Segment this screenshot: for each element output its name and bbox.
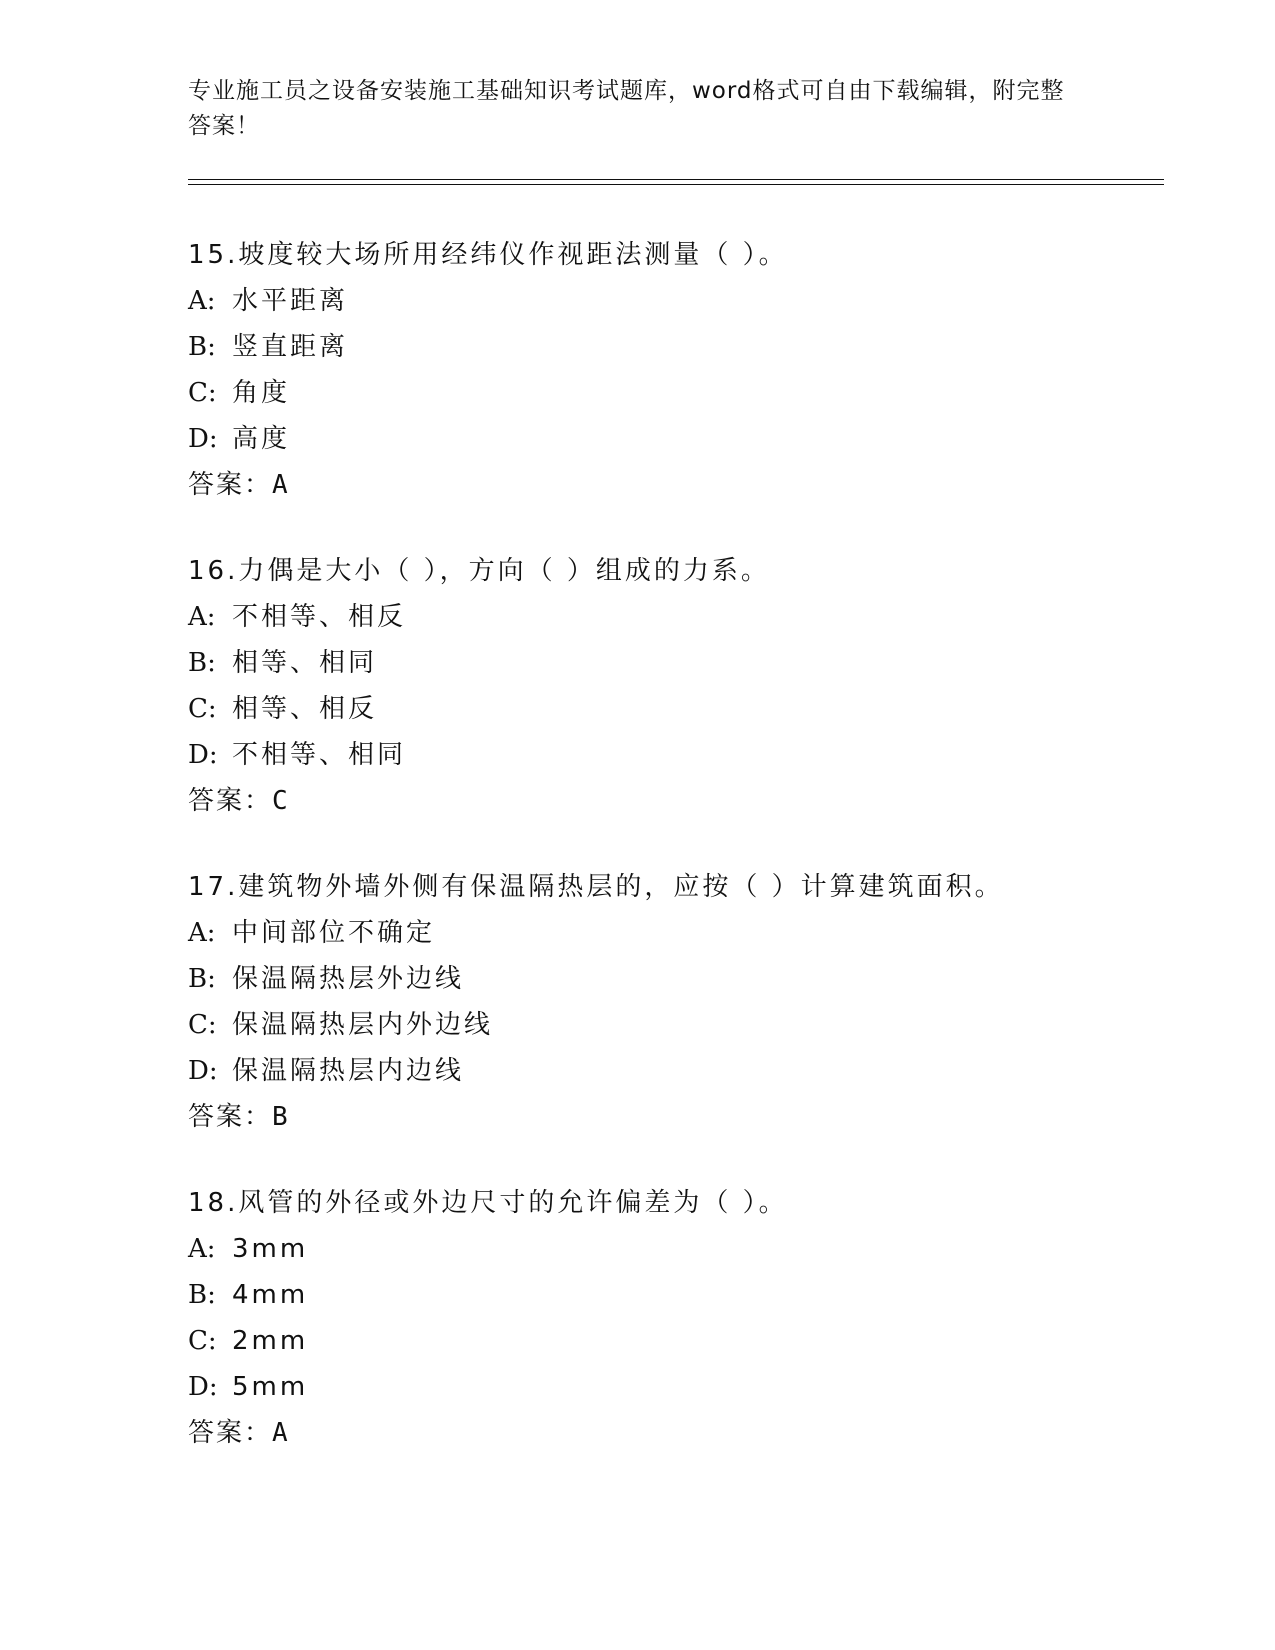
question-15 [188, 232, 1168, 508]
option-letter: A: [188, 918, 216, 948]
answer-line [188, 778, 1168, 824]
answer-value: A [272, 1418, 288, 1448]
question-stem: 17.建筑物外墙外侧有保温隔热层的，应按（ ）计算建筑面积。 [188, 872, 1004, 902]
option-d [188, 732, 1168, 778]
option-letter: A: [188, 286, 216, 316]
option-text: 水平距离 [232, 286, 349, 316]
option-letter: B: [188, 964, 216, 994]
option-c [188, 1002, 1168, 1048]
question-18 [188, 1180, 1168, 1456]
option-letter: B: [188, 648, 216, 678]
option-letter: A: [188, 1234, 216, 1264]
option-text: 中间部位不确定 [232, 918, 436, 948]
answer-label: 答案： [188, 1102, 273, 1132]
option-d [188, 1048, 1168, 1094]
option-c [188, 1318, 1168, 1364]
option-text: 2mm [232, 1326, 309, 1356]
answer-line [188, 1410, 1168, 1456]
option-text: 不相等、相反 [232, 602, 407, 632]
option-letter: A: [188, 602, 216, 632]
option-text: 3mm [232, 1234, 309, 1264]
header-divider-top [188, 179, 1164, 180]
option-text: 竖直距离 [232, 332, 349, 362]
answer-label: 答案： [188, 1418, 273, 1448]
option-letter: D: [188, 1372, 218, 1402]
option-d [188, 1364, 1168, 1410]
option-text: 相等、相同 [232, 648, 378, 678]
option-letter: C: [188, 1326, 217, 1356]
question-16 [188, 548, 1168, 824]
question-stem: 18.风管的外径或外边尺寸的允许偏差为（ ）。 [188, 1188, 788, 1218]
answer-value: B [272, 1102, 288, 1132]
option-a [188, 1226, 1168, 1272]
answer-label: 答案： [188, 786, 273, 816]
option-a [188, 278, 1168, 324]
header-divider-bottom [188, 184, 1164, 185]
option-text: 角度 [232, 378, 291, 408]
option-text: 相等、相反 [232, 694, 378, 724]
option-c [188, 686, 1168, 732]
option-letter: B: [188, 332, 216, 362]
option-a [188, 910, 1168, 956]
question-stem: 15.坡度较大场所用经纬仪作视距法测量（ ）。 [188, 240, 788, 270]
option-c [188, 370, 1168, 416]
answer-line [188, 1094, 1168, 1140]
answer-label: 答案： [188, 470, 273, 500]
question-17 [188, 864, 1168, 1140]
option-a [188, 594, 1168, 640]
option-text: 保温隔热层外边线 [232, 964, 465, 994]
option-letter: C: [188, 1010, 217, 1040]
option-b [188, 956, 1168, 1002]
option-letter: C: [188, 378, 217, 408]
answer-value: A [272, 470, 288, 500]
option-letter: D: [188, 740, 218, 770]
option-text: 4mm [232, 1280, 309, 1310]
option-d [188, 416, 1168, 462]
option-text: 高度 [232, 424, 291, 454]
option-text: 5mm [232, 1372, 309, 1402]
option-letter: D: [188, 424, 218, 454]
option-b [188, 1272, 1168, 1318]
answer-line [188, 462, 1168, 508]
document-header: 专业施工员之设备安装施工基础知识考试题库，word格式可自由下载编辑，附完整答案！ [188, 78, 1065, 139]
option-letter: B: [188, 1280, 216, 1310]
option-b [188, 640, 1168, 686]
option-text: 保温隔热层内边线 [232, 1056, 465, 1086]
option-letter: D: [188, 1056, 218, 1086]
question-stem: 16.力偶是大小（ ），方向（ ）组成的力系。 [188, 556, 770, 586]
option-text: 保温隔热层内外边线 [232, 1010, 494, 1040]
option-text: 不相等、相同 [232, 740, 407, 770]
answer-value: C [272, 786, 288, 816]
option-letter: C: [188, 694, 217, 724]
option-b [188, 324, 1168, 370]
